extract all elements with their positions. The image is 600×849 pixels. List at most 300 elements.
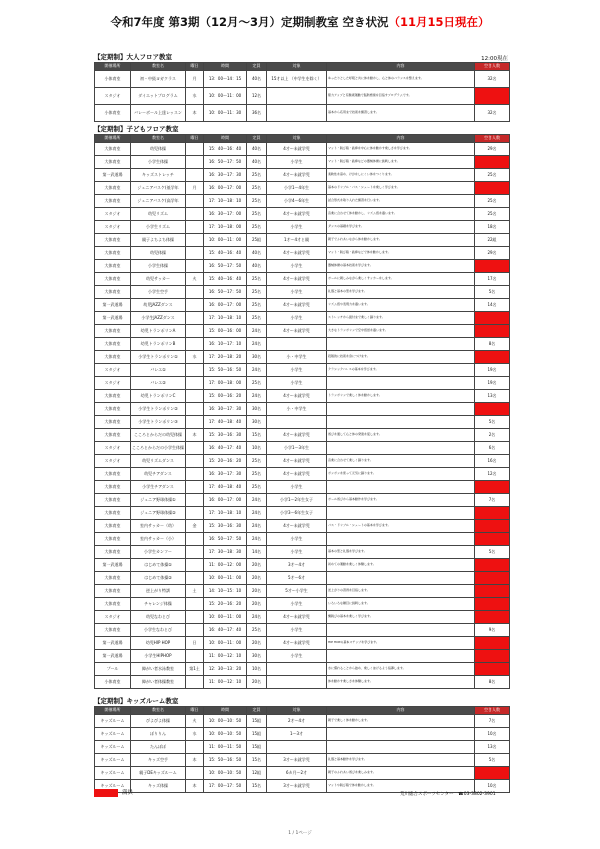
cell-day	[186, 650, 204, 663]
cell-cap: 30名	[247, 650, 267, 663]
cell-target: 小学3～6年生女子	[267, 507, 327, 520]
cell-loc: スタジオ	[95, 611, 131, 624]
cell-name: 幼児トランポリンA	[131, 325, 186, 338]
cell-note	[327, 403, 475, 416]
cell-cap: 12名	[247, 88, 267, 105]
cell-cap: 15組	[247, 741, 267, 754]
cell-loc: 第一武道場	[95, 637, 131, 650]
cell-cap: 30名	[247, 351, 267, 364]
column-header: 内容	[327, 135, 475, 143]
cell-vac: 10名	[475, 728, 510, 741]
cell-vac: 10名	[475, 780, 510, 793]
cell-cap: 15組	[247, 715, 267, 728]
cell-note	[327, 507, 475, 520]
cell-note: 大きなトランポリンで空中感覚を養います。	[327, 325, 475, 338]
cell-target: 小学4～6年生	[267, 195, 327, 208]
cell-day: 第1土	[186, 663, 204, 676]
cell-vac: 5名	[475, 754, 510, 767]
page-title: 令和7年度 第3期（12月～3月）定期制教室 空き状況（11月15日現在）	[110, 15, 490, 29]
cell-day	[186, 533, 204, 546]
cell-name: はじめて体操②	[131, 572, 186, 585]
cell-name: 幼児HIP HOP	[131, 637, 186, 650]
cell-loc: 第一武道場	[95, 650, 131, 663]
cell-time: 17：10～18：10	[204, 507, 247, 520]
cell-name: ジュニア野球体操①	[131, 494, 186, 507]
cell-name: ジュニアバスケ(高学年	[131, 195, 186, 208]
cell-cap: 15名	[247, 429, 267, 442]
cell-time: 17：40～18：40	[204, 481, 247, 494]
full-status-cell	[475, 312, 510, 325]
cell-vac: 25名	[475, 195, 510, 208]
column-header: 教室名	[131, 135, 186, 143]
cell-time: 10：00～11：00	[204, 234, 247, 247]
cell-note: 柔軟性を高め、けがをしにくい体をつくります。	[327, 169, 475, 182]
cell-cap: 20名	[247, 637, 267, 650]
cell-time: 10：00～11：00	[204, 611, 247, 624]
cell-day	[186, 208, 204, 221]
cell-loc: 大体育室	[95, 403, 131, 416]
full-status-cell	[475, 403, 510, 416]
cell-day	[186, 247, 204, 260]
cell-time: 10：00～10：50	[204, 728, 247, 741]
cell-target: 2才～4才	[267, 715, 327, 728]
cell-note: クラシックバレエの基本を学びます。	[327, 364, 475, 377]
cell-cap: 15名	[247, 754, 267, 767]
full-status-cell	[475, 182, 510, 195]
cell-time: 10：00～10：50	[204, 715, 247, 728]
cell-time: 17：10～18：10	[204, 195, 247, 208]
cell-target: 小学生	[267, 377, 327, 390]
full-status-cell	[475, 611, 510, 624]
cell-vac: 8名	[475, 338, 510, 351]
table-row	[95, 494, 510, 507]
table-row	[95, 520, 510, 533]
as-of-time: 12:00現在	[481, 56, 508, 62]
cell-time: 17：20～18：20	[204, 351, 247, 364]
cell-cap: 25組	[247, 234, 267, 247]
full-status-cell	[475, 637, 510, 650]
cell-day: 水	[186, 728, 204, 741]
cell-vac: 19名	[475, 377, 510, 390]
cell-note: 親子のふれあい遊びを楽しみます。	[327, 767, 475, 780]
cell-loc: 大体育室	[95, 390, 131, 403]
cell-cap: 25名	[247, 299, 267, 312]
cell-loc: スタジオ	[95, 442, 131, 455]
cell-target: 1才～4才と親	[267, 234, 327, 247]
cell-target	[267, 105, 327, 122]
cell-loc: 大体育室	[95, 416, 131, 429]
cell-time: 15：30～16：30	[204, 429, 247, 442]
cell-day	[186, 312, 204, 325]
cell-note	[327, 728, 475, 741]
cell-note	[327, 377, 475, 390]
full-status-cell	[475, 507, 510, 520]
cell-note: 基本のドリブル・パス・シュートを楽しく学びます。	[327, 182, 475, 195]
cell-loc: スタジオ	[95, 88, 131, 105]
cell-day	[186, 676, 204, 689]
cell-name: 小学生体操	[131, 260, 186, 273]
table-row	[95, 741, 510, 754]
cell-cap: 25名	[247, 169, 267, 182]
cell-cap: 24名	[247, 364, 267, 377]
cell-loc: 大体育室	[95, 585, 131, 598]
cell-note	[327, 416, 475, 429]
kids-class-table	[94, 134, 510, 689]
table-row	[95, 624, 510, 637]
cell-cap: 25名	[247, 221, 267, 234]
cell-target: 小学生	[267, 546, 327, 559]
table-row	[95, 611, 510, 624]
cell-cap: 25名	[247, 377, 267, 390]
cell-cap: 20名	[247, 559, 267, 572]
cell-loc: 大体育室	[95, 481, 131, 494]
cell-vac: 8名	[475, 676, 510, 689]
full-status-cell	[475, 533, 510, 546]
cell-target: 小学生	[267, 624, 327, 637]
cell-name: 室内サッカー（小）	[131, 533, 186, 546]
table-row	[95, 195, 510, 208]
cell-loc: 大体育室	[95, 247, 131, 260]
cell-time: 16：00～17：00	[204, 299, 247, 312]
cell-day	[186, 286, 204, 299]
cell-loc: 大体育室	[95, 156, 131, 169]
column-header: 対象	[267, 707, 327, 715]
cell-vac: 18名	[475, 221, 510, 234]
column-header: 曜日	[186, 135, 204, 143]
cell-name: ぴよぴよ体操	[131, 715, 186, 728]
cell-cap: 20名	[247, 572, 267, 585]
cell-vac: 5名	[475, 416, 510, 429]
cell-vac: 14名	[475, 299, 510, 312]
cell-day	[186, 611, 204, 624]
cell-target: 4才～未就学児	[267, 299, 327, 312]
cell-target: 4才～未就学児	[267, 247, 327, 260]
cell-vac: 17名	[475, 273, 510, 286]
cell-note: 遊びを通して心と体の発達を促します。	[327, 429, 475, 442]
cell-name: 幼児体操	[131, 247, 186, 260]
cell-target	[267, 741, 327, 754]
cell-loc: 大体育室	[95, 273, 131, 286]
table-row	[95, 390, 510, 403]
cell-note: HIP HOPの基本ステップを学びます。	[327, 637, 475, 650]
cell-cap: 24名	[247, 611, 267, 624]
cell-note: 音楽に合わせて楽しく踊ります。	[327, 455, 475, 468]
cell-loc: キッズルーム	[95, 741, 131, 754]
full-status-cell	[475, 559, 510, 572]
table-row	[95, 767, 510, 780]
cell-target: 小学生	[267, 364, 327, 377]
cell-target	[267, 88, 327, 105]
cell-day	[186, 741, 204, 754]
cell-day	[186, 299, 204, 312]
cell-note: 礼儀と基本動作を学びます。	[327, 754, 475, 767]
cell-day	[186, 767, 204, 780]
cell-time: 17：10～18：00	[204, 221, 247, 234]
cell-vac: 7名	[475, 494, 510, 507]
table-row	[95, 182, 510, 195]
cell-day	[186, 481, 204, 494]
table-row	[95, 364, 510, 377]
table-row	[95, 377, 510, 390]
cell-cap: 25名	[247, 182, 267, 195]
cell-cap: 10名	[247, 442, 267, 455]
cell-day	[186, 325, 204, 338]
cell-cap: 25名	[247, 312, 267, 325]
full-status-cell	[475, 767, 510, 780]
cell-cap: 25名	[247, 286, 267, 299]
cell-target: 4才～未就学児	[267, 273, 327, 286]
cell-time: 16：30～17：30	[204, 403, 247, 416]
cell-target: 小学生	[267, 156, 327, 169]
cell-target: 5才～小学生	[267, 585, 327, 598]
cell-cap: 24名	[247, 533, 267, 546]
kidsroom-class-table	[94, 706, 510, 793]
cell-loc: 大体育室	[95, 494, 131, 507]
cell-loc: 大体育室	[95, 234, 131, 247]
table-row	[95, 88, 510, 105]
cell-vac: 25名	[475, 169, 510, 182]
cell-day	[186, 260, 204, 273]
cell-loc: 大体育室	[95, 429, 131, 442]
cell-day: 火	[186, 715, 204, 728]
cell-note	[327, 338, 475, 351]
cell-target: 小学生	[267, 533, 327, 546]
table-row	[95, 507, 510, 520]
cell-target: 3才～未就学児	[267, 780, 327, 793]
cell-time: 17：10～18：10	[204, 312, 247, 325]
cell-vac: 29名	[475, 143, 510, 156]
cell-vac: 19名	[475, 364, 510, 377]
cell-note: ストレッチから振付まで楽しく踊ります。	[327, 312, 475, 325]
cell-name: 小学生空手	[131, 286, 186, 299]
cell-vac: 29名	[475, 247, 510, 260]
cell-loc: キッズルーム	[95, 767, 131, 780]
cell-cap: 40名	[247, 143, 267, 156]
table-row	[95, 585, 510, 598]
cell-day: 水	[186, 351, 204, 364]
full-legend-swatch	[94, 789, 118, 797]
table-row	[95, 468, 510, 481]
full-status-cell	[475, 585, 510, 598]
cell-note: マットや跳び箱で体を動かします。	[327, 780, 475, 793]
column-header: 時間	[204, 63, 247, 71]
cell-cap: 20名	[247, 676, 267, 689]
column-header: 開催場所	[95, 135, 131, 143]
cell-name: 小学生リズム	[131, 221, 186, 234]
cell-note: 音楽に合わせて体を動かし、リズム感を養います。	[327, 208, 475, 221]
table-row	[95, 156, 510, 169]
cell-name: 親子DEキッズルーム	[131, 767, 186, 780]
full-status-cell	[475, 260, 510, 273]
cell-name: 小学生JAZZダンス	[131, 312, 186, 325]
cell-name: 小学生トランポリン①	[131, 351, 186, 364]
cell-time: 11：00～12：00	[204, 559, 247, 572]
cell-time: 11：00～12：10	[204, 650, 247, 663]
column-header: 時間	[204, 707, 247, 715]
full-status-cell	[475, 351, 510, 364]
cell-target: 4才～未就学児	[267, 169, 327, 182]
cell-cap: 30名	[247, 416, 267, 429]
cell-loc: 大体育室	[95, 572, 131, 585]
table-row	[95, 169, 510, 182]
column-header: 定員	[247, 707, 267, 715]
cell-target: 15才以上 （中学生を除く）	[267, 71, 327, 88]
cell-day: 木	[186, 105, 204, 122]
cell-cap: 20名	[247, 598, 267, 611]
cell-cap: 15名	[247, 780, 267, 793]
cell-time: 15：00～16：00	[204, 325, 247, 338]
cell-target: 6カ月～2才	[267, 767, 327, 780]
cell-vac: 13名	[475, 390, 510, 403]
cell-cap: 12組	[247, 767, 267, 780]
cell-cap: 40名	[247, 247, 267, 260]
cell-note: 器械体操の基本技術を学びます。	[327, 260, 475, 273]
header-row	[95, 707, 510, 715]
column-header: 曜日	[186, 63, 204, 71]
cell-day	[186, 390, 204, 403]
cell-time: 17：00～17：50	[204, 780, 247, 793]
cell-cap: 24名	[247, 520, 267, 533]
cell-name: 初・中級ヨガクラス	[131, 71, 186, 88]
cell-name: 幼児トランポリンB	[131, 338, 186, 351]
cell-loc: 大体育室	[95, 546, 131, 559]
full-status-cell	[475, 663, 510, 676]
cell-target: 4才～未就学児	[267, 429, 327, 442]
column-header: 内容	[327, 707, 475, 715]
cell-time: 15：40～16：40	[204, 273, 247, 286]
cell-target: 4才～未就学児	[267, 637, 327, 650]
adult-class-table	[94, 62, 510, 122]
cell-loc: 大体育室	[95, 143, 131, 156]
cell-note	[327, 624, 475, 637]
cell-target: 4才～未就学児	[267, 208, 327, 221]
cell-target: 4才～未就学児	[267, 325, 327, 338]
cell-name: たんぽぽ	[131, 741, 186, 754]
cell-day	[186, 169, 204, 182]
table-row	[95, 650, 510, 663]
cell-time: 16：40～17：40	[204, 442, 247, 455]
table-row	[95, 754, 510, 767]
cell-day	[186, 195, 204, 208]
cell-name: キッズ体操	[131, 780, 186, 793]
cell-time: 15：20～16：20	[204, 598, 247, 611]
table-row	[95, 637, 510, 650]
cell-cap: 36名	[247, 105, 267, 122]
cell-time: 10：00～11：30	[204, 105, 247, 122]
cell-time: 17：00～18：00	[204, 377, 247, 390]
cell-vac: 7名	[475, 715, 510, 728]
cell-time: 16：00～17：00	[204, 494, 247, 507]
table-row	[95, 715, 510, 728]
cell-loc: スタジオ	[95, 377, 131, 390]
cell-loc: 大体育室	[95, 533, 131, 546]
cell-target: 3才～4才	[267, 559, 327, 572]
cell-note: 礼儀と基本の型を学びます。	[327, 286, 475, 299]
column-header: 曜日	[186, 707, 204, 715]
cell-vac: 6名	[475, 442, 510, 455]
cell-day	[186, 221, 204, 234]
cell-vac: 25名	[475, 208, 510, 221]
cell-day	[186, 377, 204, 390]
table-row	[95, 247, 510, 260]
cell-name: バレエ②	[131, 377, 186, 390]
cell-day: 木	[186, 780, 204, 793]
cell-target: 4才～未就学児	[267, 468, 327, 481]
cell-note	[327, 481, 475, 494]
table-row	[95, 676, 510, 689]
cell-time: 16：50～17：50	[204, 156, 247, 169]
cell-vac: 5名	[475, 546, 510, 559]
table-row	[95, 325, 510, 338]
cell-note: いろいろな種目に挑戦します。	[327, 598, 475, 611]
cell-time: 10：00～10：50	[204, 767, 247, 780]
cell-name: 小学生カンフー	[131, 546, 186, 559]
cell-target: 小学生	[267, 650, 327, 663]
cell-cap: 25名	[247, 273, 267, 286]
column-header: 教室名	[131, 707, 186, 715]
cell-name: バレエ①	[131, 364, 186, 377]
cell-loc: 大体育室	[95, 286, 131, 299]
cell-name: 幼児体操	[131, 143, 186, 156]
cell-loc: 大体育室	[95, 351, 131, 364]
full-legend-label: 満員	[122, 790, 134, 796]
cell-day	[186, 468, 204, 481]
cell-name: 幼児チアダンス	[131, 468, 186, 481]
cell-time: 16：50～17：50	[204, 286, 247, 299]
cell-target	[267, 676, 327, 689]
section-heading: 【定期制】大人フロア教室	[94, 53, 172, 61]
cell-cap: 24名	[247, 494, 267, 507]
section-heading: 【定期制】子どもフロア教室	[94, 125, 179, 133]
cell-time: 15：50～16：50	[204, 364, 247, 377]
table-row	[95, 663, 510, 676]
cell-note: マット・跳び箱・鉄棒などで体を動かします。	[327, 247, 475, 260]
cell-target: 小・中学生	[267, 351, 327, 364]
table-row	[95, 442, 510, 455]
full-status-cell	[475, 598, 510, 611]
cell-name: ダイエットプログラム	[131, 88, 186, 105]
cell-cap: 25名	[247, 481, 267, 494]
cell-time: 16：40～17：40	[204, 624, 247, 637]
cell-day	[186, 559, 204, 572]
cell-day: 木	[186, 754, 204, 767]
header-row	[95, 63, 510, 71]
cell-day	[186, 143, 204, 156]
cell-vac: 13名	[475, 741, 510, 754]
cell-time: 15：30～16：30	[204, 520, 247, 533]
cell-time: 11：00～11：50	[204, 741, 247, 754]
cell-name: 小学生HIPHOP	[131, 650, 186, 663]
cell-time: 16：30～17：00	[204, 208, 247, 221]
cell-day	[186, 234, 204, 247]
cell-target: 5才～6才	[267, 572, 327, 585]
cell-loc: 大体育室	[95, 520, 131, 533]
cell-note: 親子で楽しく体を動かします。	[327, 715, 475, 728]
cell-loc: 大体育室	[95, 260, 131, 273]
cell-note: 試合形式を取り入れた練習を行います。	[327, 195, 475, 208]
cell-name: 幼児JAZZダンス	[131, 299, 186, 312]
cell-time: 15：50～16：50	[204, 754, 247, 767]
cell-time: 15：00～16：20	[204, 390, 247, 403]
column-header: 開催場所	[95, 707, 131, 715]
table-row	[95, 260, 510, 273]
cell-loc: 第一武道場	[95, 169, 131, 182]
column-header: 時間	[204, 135, 247, 143]
cell-target	[267, 338, 327, 351]
full-status-cell	[475, 650, 510, 663]
footer-contact: 荒川総合スポーツセンター ☎03-3802-3901	[400, 792, 496, 797]
cell-day: 水	[186, 88, 204, 105]
